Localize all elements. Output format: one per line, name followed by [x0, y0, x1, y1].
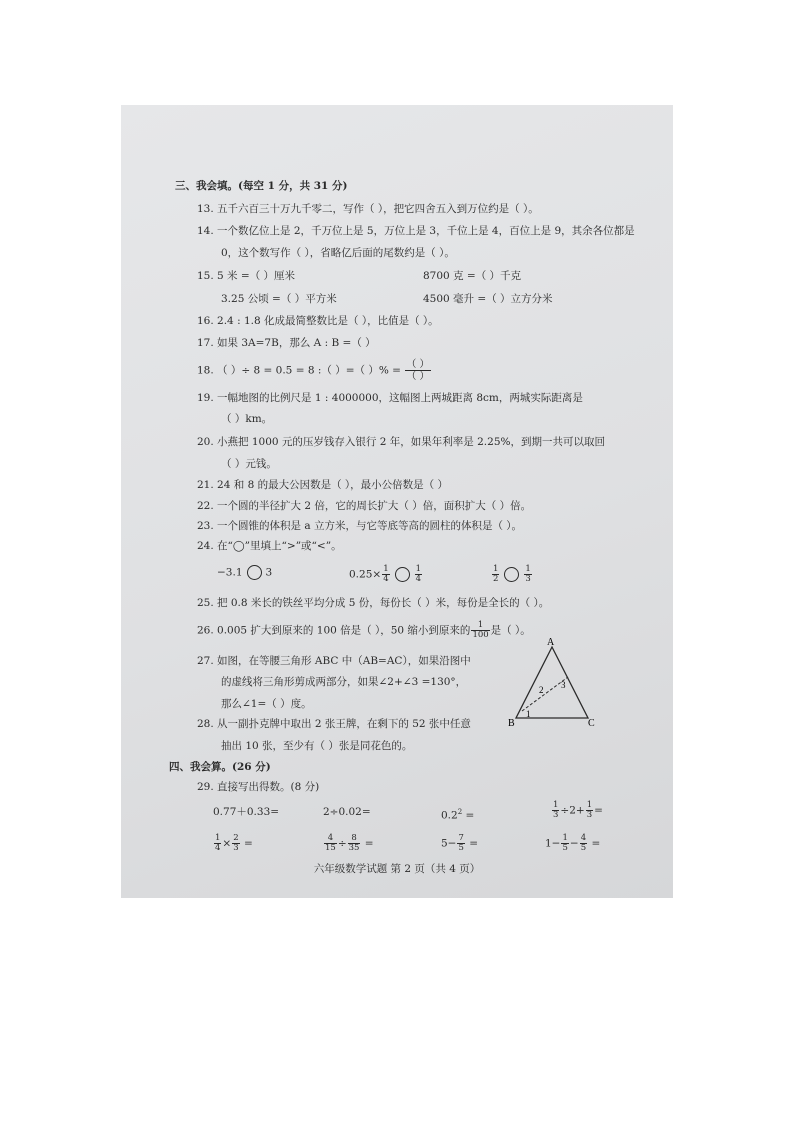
calc-4: [551, 801, 603, 820]
fraction: [586, 801, 593, 820]
question-15-b-left: 3.25 公顷 =（ ）平方米: [221, 293, 337, 305]
fraction: [214, 834, 221, 853]
isosceles-triangle-figure: [506, 635, 596, 727]
calc-7: [441, 834, 478, 853]
question-29: 29. 直接写出得数。(8 分): [197, 781, 320, 793]
calc-4-eq: =: [594, 804, 603, 817]
denominator: 4: [215, 843, 221, 853]
numerator: 1: [525, 564, 531, 574]
question-24-compare-3: [491, 565, 533, 584]
denominator: 3: [525, 574, 531, 584]
calc-1: 0.77＋0.33=: [213, 806, 280, 818]
question-20-line1: 20. 小燕把 1000 元的压岁钱存入银行 2 年，如果年利率是 2.25%，到期一共可以取回: [197, 436, 605, 448]
calc-8-lead: 1−: [545, 837, 561, 850]
calc-6: [323, 834, 374, 853]
question-15-a-right: 8700 克 =（ ）千克: [423, 270, 522, 282]
compare-3-fraction-a: [492, 565, 499, 584]
denominator: 15: [325, 843, 336, 853]
denominator: 4: [383, 574, 389, 584]
section-4-heading: 四、我会算。(26 分): [169, 761, 271, 773]
question-19-line1: 19. 一幅地图的比例尺是 1 : 4000000，这幅图上两城距离 8cm，两城实际距离是: [197, 392, 583, 404]
calc-2: 2÷0.02=: [323, 806, 371, 818]
question-18: [197, 359, 432, 382]
page-footer: 六年级数学试题 第 2 页（共 4 页）: [313, 863, 481, 875]
numerator: 2: [233, 833, 239, 843]
denominator: 5: [562, 843, 568, 853]
numerator: 1: [553, 800, 559, 810]
question-24-compare-2: [349, 565, 423, 584]
denominator: 4: [415, 574, 422, 584]
compare-1-left: −3.1: [217, 566, 243, 579]
denominator: 100: [472, 630, 489, 640]
angle-1-label: 1: [526, 709, 531, 719]
calc-8-op: −: [569, 837, 579, 850]
fraction: [561, 834, 568, 853]
angle-2-label: 2: [539, 685, 544, 695]
question-14-line2: 0，这个数写作（ ），省略亿后面的尾数约是（ ）。: [221, 247, 455, 259]
denominator: 3: [586, 810, 593, 820]
numerator: 1: [215, 833, 221, 843]
numerator: 1: [562, 833, 568, 843]
exam-page-photo: [121, 105, 673, 898]
vertex-b-label: B: [508, 718, 515, 727]
question-26-fraction: [471, 621, 489, 640]
fraction: [457, 834, 464, 853]
compare-circle-3: [504, 567, 519, 582]
compare-1-right: 3: [265, 566, 273, 579]
question-28-line1: 28. 从一副扑克牌中取出 2 张王牌，在剩下的 52 张中任意: [197, 718, 471, 730]
numerator: 4: [324, 834, 337, 844]
vertex-c-label: C: [588, 718, 595, 727]
angle-3-label: 3: [561, 680, 566, 690]
calc-5: [213, 834, 253, 853]
question-20-line2: （ ）元钱。: [221, 458, 277, 470]
fraction: [580, 834, 587, 853]
question-14-line1: 14. 一个数亿位上是 2，千万位上是 5，万位上是 3，千位上是 4，百位上是 9，其余各位都是: [197, 225, 635, 237]
compare-circle-1: [247, 565, 262, 580]
fraction: [552, 801, 559, 820]
calc-4-op: ÷2+: [560, 804, 585, 817]
calc-5-op: ×: [222, 837, 232, 850]
question-26-tail: 是（ ）。: [490, 624, 531, 637]
calc-6-eq: =: [361, 837, 374, 850]
question-18-fraction: [405, 359, 430, 382]
question-13: 13. 五千六百三十万九千零二，写作（ ），把它四舍五入到万位约是（ ）。: [197, 203, 539, 215]
calc-7-lead: 5−: [441, 837, 457, 850]
question-26-text: 26. 0.005 扩大到原来的 100 倍是（ ），50 缩小到原来的: [197, 624, 471, 637]
calc-3: [441, 805, 474, 823]
question-23: 23. 一个圆锥的体积是 a 立方米，与它等底等高的圆柱的体积是（ ）。: [197, 520, 523, 532]
question-16: 16. 2.4 : 1.8 化成最简整数比是（ ），比值是（ ）。: [197, 315, 439, 327]
question-28-line2: 抽出 10 张，至少有（ ）张是同花色的。: [221, 740, 413, 752]
numerator: 7: [458, 833, 464, 843]
fraction: [232, 834, 239, 853]
question-22: 22. 一个圆的半径扩大 2 倍，它的周长扩大（ ）倍，面积扩大（ ）倍。: [197, 500, 532, 512]
calc-6-op: ÷: [337, 837, 347, 850]
denominator: 2: [493, 574, 499, 584]
calc-3-eq: =: [462, 809, 475, 822]
denominator: 35: [348, 843, 360, 853]
compare-3-fraction-b: [524, 565, 531, 584]
question-18-denominator: （ ）: [406, 371, 430, 382]
question-25: 25. 把 0.8 米长的铁丝平均分成 5 份，每份长（ ）米，每份是全长的（ ）。: [197, 597, 550, 609]
numerator: 8: [348, 834, 361, 844]
question-26: [197, 621, 531, 640]
numerator: 1: [383, 564, 389, 574]
numerator: 1: [471, 621, 489, 631]
question-27-line2: 的虚线将三角形剪成两部分，如果∠2+∠3 =130°，: [221, 676, 467, 688]
question-17: 17. 如果 3A=7B，那么 A : B =（ ）: [197, 337, 376, 349]
numerator: 1: [493, 564, 499, 574]
question-15-a-left: 15. 5 米 =（ ）厘米: [197, 270, 296, 282]
compare-2-fraction-b: [415, 565, 422, 584]
fraction: [324, 834, 337, 853]
calc-8: [545, 834, 600, 853]
compare-circle-2: [395, 567, 410, 582]
question-24-compare-1: [217, 565, 272, 580]
question-21: 21. 24 和 8 的最大公因数是（ ），最小公倍数是（ ）: [197, 479, 449, 491]
denominator: 3: [233, 843, 239, 853]
calc-7-eq: =: [465, 837, 479, 850]
numerator: 1: [586, 800, 593, 810]
question-18-text: 18. （ ）÷ 8 = 0.5 = 8 :（ ）=（ ）% =: [197, 364, 401, 377]
question-27-line3: 那么∠1=（ ）度。: [221, 698, 312, 710]
calc-5-eq: =: [240, 837, 253, 850]
vertex-a-label: A: [547, 637, 555, 648]
calc-3-base: 0.2: [441, 809, 458, 822]
question-27-line1: 27. 如图，在等腰三角形 ABC 中（AB=AC），如果沿图中: [197, 655, 471, 667]
denominator: 3: [553, 810, 559, 820]
question-19-line2: （ ）km。: [221, 413, 273, 425]
fraction: [348, 834, 361, 853]
section-3-heading: 三、我会填。(每空 1 分，共 31 分): [175, 180, 348, 192]
denominator: 5: [458, 843, 464, 853]
compare-2-fraction-a: [382, 565, 389, 584]
calc-3-exponent: 2: [457, 808, 463, 816]
question-18-numerator: （ ）: [406, 359, 430, 370]
calc-8-eq: =: [588, 837, 601, 850]
question-24-prompt: 24. 在“◯”里填上“>”或“<”。: [197, 540, 342, 552]
numerator: 4: [580, 833, 587, 843]
numerator: 1: [415, 564, 422, 574]
denominator: 5: [580, 843, 587, 853]
compare-2-left: 0.25×: [349, 568, 382, 581]
question-15-b-right: 4500 毫升 =（ ）立方分米: [423, 293, 553, 305]
